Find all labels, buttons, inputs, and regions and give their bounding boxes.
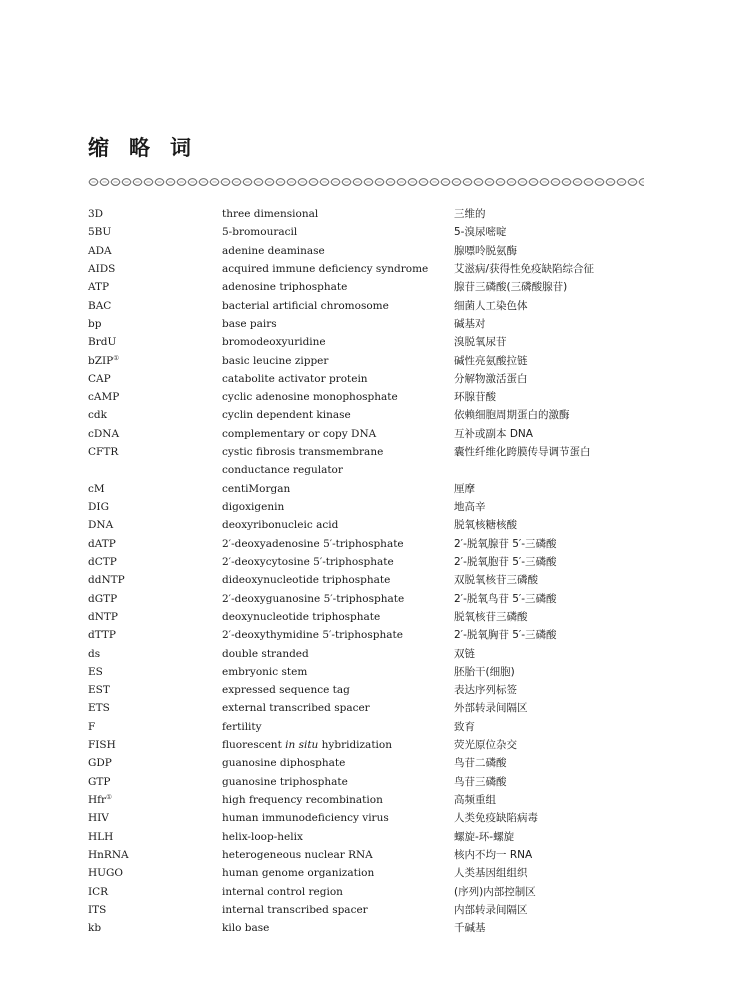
abbreviation-row — [88, 626, 644, 644]
abbreviation — [88, 864, 222, 882]
abbreviation — [88, 242, 222, 260]
chinese-term: 地高辛 — [454, 501, 486, 513]
english-term: human immunodeficiency virus — [222, 812, 389, 825]
chinese-term: 双链 — [454, 647, 475, 660]
abbreviation-row — [88, 846, 644, 864]
abbreviation — [88, 260, 222, 278]
abbreviation-text: ICR — [88, 885, 109, 898]
english-term: digoxigenin — [222, 501, 285, 513]
abbreviation-row — [88, 352, 644, 370]
abbreviation-text: FISH — [88, 739, 116, 752]
abbreviation-text: HIV — [88, 812, 109, 825]
abbreviation-text: dATP — [88, 537, 116, 550]
abbreviation — [88, 425, 222, 443]
chinese-term: 互补或副本 DNA — [454, 427, 533, 440]
chinese-term — [454, 461, 644, 479]
abbreviation-row — [88, 223, 644, 241]
chinese-term: 胚胎干(细胞) — [454, 665, 515, 678]
chinese-term: 脱氧核苷三磷酸 — [454, 610, 528, 623]
abbreviation-text: ETS — [88, 702, 110, 715]
english-term: cyclic adenosine monophosphate — [222, 391, 398, 404]
english-term: cystic fibrosis transmembrane — [222, 446, 384, 459]
abbreviation-row — [88, 645, 644, 663]
abbreviation-row — [88, 388, 644, 406]
abbreviation — [88, 498, 222, 516]
abbreviation — [88, 919, 222, 937]
abbreviation-row — [88, 901, 644, 919]
abbreviation-text: BrdU — [88, 336, 117, 349]
english-term: guanosine diphosphate — [222, 757, 346, 770]
chinese-term: 致育 — [454, 720, 475, 733]
english-term: embryonic stem — [222, 665, 308, 678]
english-term: bromodeoxyuridine — [222, 336, 326, 349]
english-term: external transcribed spacer — [222, 702, 370, 715]
english-term: expressed sequence tag — [222, 684, 350, 697]
abbreviation-text: dTTP — [88, 629, 116, 642]
abbreviation — [88, 406, 222, 424]
abbreviation — [88, 718, 222, 736]
abbreviation-text: HnRNA — [88, 848, 129, 861]
chinese-term: 碱基对 — [454, 317, 486, 330]
chinese-term: 厘摩 — [454, 482, 475, 495]
abbreviation-text: dGTP — [88, 592, 118, 605]
english-term: guanosine triphosphate — [222, 775, 348, 788]
chinese-term: 腺苷三磷酸(三磷酸腺苷) — [454, 281, 568, 294]
english-term: conductance regulator — [222, 464, 343, 477]
english-term: complementary or copy DNA — [222, 427, 377, 440]
abbreviation — [88, 626, 222, 644]
english-term: 2′-deoxycytosine 5′-triphosphate — [222, 555, 394, 568]
abbreviation-text: ITS — [88, 903, 107, 916]
abbreviation-row — [88, 736, 644, 754]
abbreviation — [88, 315, 222, 333]
abbreviation-row — [88, 791, 644, 809]
abbreviation — [88, 370, 222, 388]
chinese-term: 外部转录间隔区 — [454, 702, 528, 715]
abbreviation-text: 5BU — [88, 226, 112, 239]
abbreviation-row — [88, 663, 644, 681]
abbreviation — [88, 699, 222, 717]
chinese-term: 2′-脱氧胸苷 5′-三磷酸 — [454, 629, 557, 642]
abbreviation-row — [88, 443, 644, 461]
english-term: dideoxynucleotide triphosphate — [222, 574, 391, 587]
english-term: 2′-deoxyadenosine 5′-triphosphate — [222, 537, 404, 550]
chinese-term: 囊性纤维化跨膜传导调节蛋白 — [454, 446, 591, 459]
abbreviation-text: F — [88, 720, 96, 733]
abbreviation-text: DNA — [88, 519, 114, 532]
chinese-term: 螺旋-环-螺旋 — [454, 830, 515, 843]
abbreviation-row — [88, 480, 644, 498]
abbreviation — [88, 883, 222, 901]
abbreviation — [88, 663, 222, 681]
english-term: fertility — [222, 720, 262, 733]
english-term: high frequency recombination — [222, 794, 383, 806]
abbreviation-text: GDP — [88, 757, 112, 770]
english-term: internal control region — [222, 885, 343, 898]
english-term: internal transcribed spacer — [222, 903, 368, 916]
abbreviation-row — [88, 553, 644, 571]
english-term: double stranded — [222, 647, 309, 660]
abbreviation — [88, 754, 222, 772]
abbreviation-row — [88, 883, 644, 901]
abbreviation — [88, 736, 222, 754]
abbreviation-text: 3D — [88, 208, 104, 220]
abbreviation-text: cdk — [88, 409, 107, 422]
english-term: three dimensional — [222, 208, 319, 220]
abbreviation-row — [88, 406, 644, 424]
english-term: 5-bromouracil — [222, 226, 298, 239]
chinese-term: 2′-脱氧鸟苷 5′-三磷酸 — [454, 592, 557, 605]
abbreviation-row — [88, 425, 644, 443]
abbreviation-text: HLH — [88, 830, 114, 843]
abbreviation-text: CFTR — [88, 446, 119, 459]
english-term-italic: in situ — [285, 739, 319, 752]
english-term: cyclin dependent kinase — [222, 409, 351, 422]
chinese-term: 高频重组 — [454, 794, 496, 806]
english-term: bacterial artificial chromosome — [222, 299, 389, 312]
chinese-term: 脱氧核糖核酸 — [454, 519, 517, 532]
abbreviation-text: ds — [88, 647, 101, 660]
abbreviation-row — [88, 681, 644, 699]
abbreviation-text: HUGO — [88, 867, 124, 880]
abbreviation-row — [88, 297, 644, 315]
abbreviation-text: dNTP — [88, 610, 118, 623]
abbreviation-row — [88, 278, 644, 296]
chinese-term: 依赖细胞周期蛋白的激酶 — [454, 409, 570, 422]
chinese-term: 人类基因组组织 — [454, 867, 528, 880]
chinese-term: 千碱基 — [454, 922, 486, 935]
chinese-term: 2′-脱氧胞苷 5′-三磷酸 — [454, 555, 557, 568]
abbreviation-row — [88, 260, 644, 278]
abbreviation — [88, 791, 222, 809]
abbreviation — [88, 828, 222, 846]
abbreviation — [88, 205, 222, 223]
abbreviation — [88, 590, 222, 608]
english-term: deoxynucleotide triphosphate — [222, 610, 381, 623]
chinese-term: 核内不均一 RNA — [454, 848, 533, 861]
english-term: kilo base — [222, 922, 270, 935]
abbreviation-row — [88, 498, 644, 516]
abbreviation-text: CAP — [88, 372, 111, 385]
chinese-term: 双脱氧核苷三磷酸 — [454, 574, 538, 587]
english-term-part: hybridization — [318, 739, 392, 752]
abbreviation-row — [88, 828, 644, 846]
abbreviation-text: cDNA — [88, 427, 120, 440]
abbreviation-text: Hfr — [88, 794, 107, 806]
abbreviation — [88, 333, 222, 351]
abbreviation — [88, 535, 222, 553]
abbreviation — [88, 645, 222, 663]
abbreviation-row — [88, 535, 644, 553]
abbreviation — [88, 461, 222, 479]
abbreviation-row — [88, 699, 644, 717]
ornamental-divider — [88, 176, 644, 188]
abbreviation-row — [88, 864, 644, 882]
chinese-term: 溴脱氧尿苷 — [454, 336, 507, 349]
abbreviation — [88, 681, 222, 699]
abbreviation-row — [88, 809, 644, 827]
english-term: base pairs — [222, 317, 277, 330]
abbreviation-text: kb — [88, 922, 102, 935]
abbreviation-text: AIDS — [88, 262, 116, 275]
chinese-term: 5-溴尿嘧啶 — [454, 226, 507, 239]
english-term: heterogeneous nuclear RNA — [222, 848, 373, 861]
chinese-term: 人类免疫缺陷病毒 — [454, 812, 538, 825]
abbreviation-text: ATP — [88, 281, 110, 294]
abbreviation-text: EST — [88, 684, 110, 697]
abbreviation-row — [88, 242, 644, 260]
chinese-term: 碱性亮氨酸拉链 — [454, 354, 528, 367]
chinese-term: 细菌人工染色体 — [454, 299, 528, 312]
abbreviation — [88, 443, 222, 461]
abbreviation — [88, 571, 222, 589]
abbreviation-text: DIG — [88, 501, 109, 513]
abbreviation — [88, 297, 222, 315]
english-term: human genome organization — [222, 867, 375, 880]
abbreviation-text: cM — [88, 482, 105, 495]
chinese-term: (序列)内部控制区 — [454, 885, 536, 898]
chinese-term: 鸟苷二磷酸 — [454, 757, 507, 770]
abbreviation-text: ddNTP — [88, 574, 125, 587]
abbreviation-row — [88, 333, 644, 351]
english-term: adenosine triphosphate — [222, 281, 348, 294]
english-term: catabolite activator protein — [222, 372, 368, 385]
english-term: deoxyribonucleic acid — [222, 519, 339, 532]
english-term: centiMorgan — [222, 482, 291, 495]
abbreviation-row — [88, 571, 644, 589]
abbreviation-row — [88, 315, 644, 333]
chinese-term: 鸟苷三磷酸 — [454, 775, 507, 788]
abbreviation-text: BAC — [88, 299, 112, 312]
english-term: 2′-deoxyguanosine 5′-triphosphate — [222, 592, 405, 605]
abbreviation-text: ES — [88, 665, 103, 678]
chinese-term: 内部转录间隔区 — [454, 903, 528, 916]
english-term: helix-loop-helix — [222, 830, 303, 843]
chinese-term: 荧光原位杂交 — [454, 739, 517, 752]
abbreviation-row — [88, 370, 644, 388]
abbreviation-text: cAMP — [88, 391, 120, 404]
english-term-part: fluorescent — [222, 739, 286, 752]
page-title: 缩略词 — [88, 136, 211, 160]
abbreviation-row — [88, 718, 644, 736]
abbreviation-list — [88, 205, 644, 938]
chinese-term: 腺嘌呤脱氨酶 — [454, 244, 517, 257]
chinese-term: 艾滋病/获得性免疫缺陷综合征 — [454, 262, 595, 275]
abbreviation-row — [88, 773, 644, 791]
abbreviation — [88, 901, 222, 919]
english-term: basic leucine zipper — [222, 354, 329, 367]
chinese-term: 分解物激活蛋白 — [454, 372, 528, 385]
abbreviation-text: GTP — [88, 775, 111, 788]
abbreviation-row — [88, 590, 644, 608]
abbreviation — [88, 516, 222, 534]
abbreviation-text: bp — [88, 317, 102, 330]
english-term: 2′-deoxythymidine 5′-triphosphate — [222, 629, 403, 642]
abbreviation-text: dCTP — [88, 555, 117, 568]
abbreviation — [88, 388, 222, 406]
abbreviation-row — [88, 461, 644, 479]
abbreviation-row — [88, 754, 644, 772]
abbreviation — [88, 278, 222, 296]
abbreviation — [88, 553, 222, 571]
abbreviation — [88, 773, 222, 791]
chinese-term: 表达序列标签 — [454, 684, 517, 697]
abbreviation — [88, 846, 222, 864]
abbreviation-text: bZIP — [88, 354, 114, 367]
english-term: acquired immune deficiency syndrome — [222, 262, 429, 275]
chinese-term: 三维的 — [454, 208, 486, 220]
footnote-marker: ① — [113, 353, 120, 362]
abbreviation — [88, 608, 222, 626]
chinese-term: 环腺苷酸 — [454, 391, 496, 404]
abbreviation — [88, 352, 222, 370]
abbreviation — [88, 223, 222, 241]
abbreviation-row — [88, 919, 644, 937]
chinese-term: 2′-脱氧腺苷 5′-三磷酸 — [454, 537, 557, 550]
abbreviation-row — [88, 608, 644, 626]
abbreviation-text: ADA — [88, 244, 112, 257]
abbreviation-row — [88, 205, 644, 223]
abbreviation — [88, 480, 222, 498]
english-term: adenine deaminase — [222, 244, 325, 257]
footnote-marker: ① — [106, 793, 112, 801]
english-term — [222, 736, 454, 754]
abbreviation — [88, 809, 222, 827]
abbreviation-row — [88, 516, 644, 534]
